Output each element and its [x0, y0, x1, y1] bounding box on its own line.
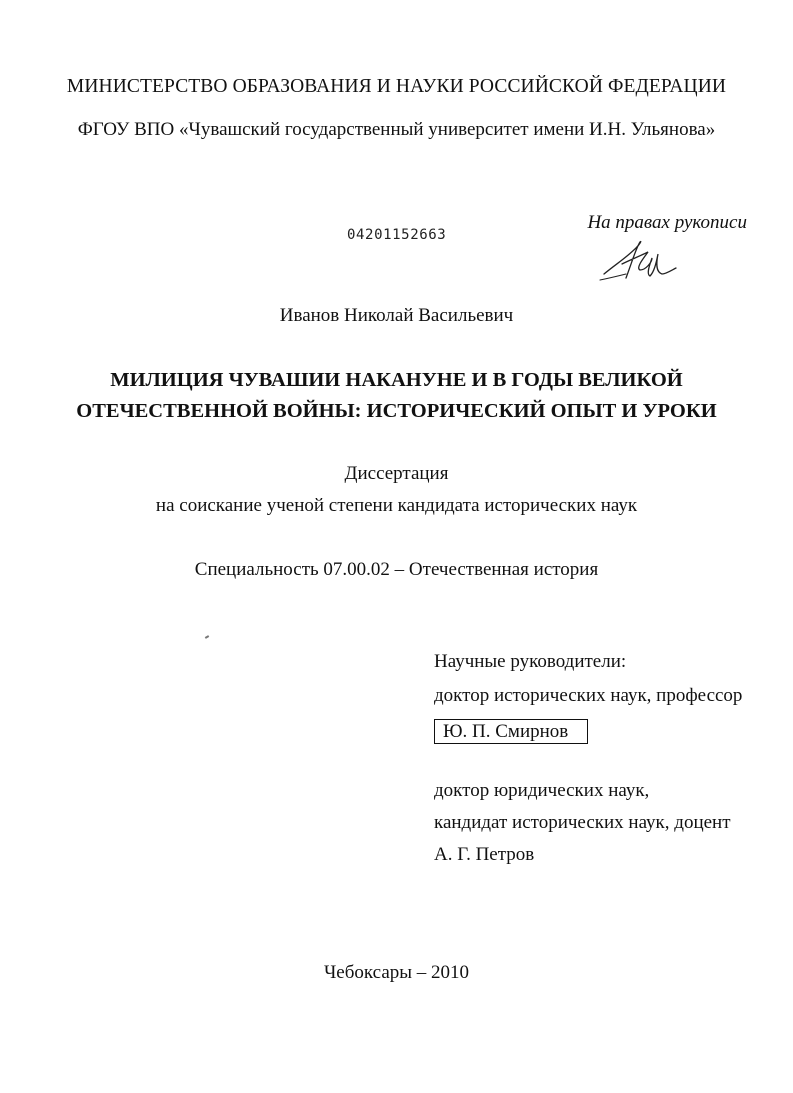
ministry-heading: МИНИСТЕРСТВО ОБРАЗОВАНИЯ И НАУКИ РОССИЙСКОЙ ФЕДЕРАЦИИ: [66, 76, 727, 97]
university-heading: ФГОУ ВПО «Чувашский государственный университет имени И.Н. Ульянова»: [77, 119, 716, 140]
speciality-line: Специальность 07.00.02 – Отечественная история: [194, 559, 599, 580]
first-supervisor-name-box: [434, 719, 588, 744]
first-supervisor-title: доктор исторических наук, профессор: [434, 685, 743, 706]
manuscript-rights-note: На правах рукописи: [587, 212, 747, 233]
first-supervisor-name: Ю. П. Смирнов: [443, 721, 569, 742]
second-supervisor-title-1: доктор юридических наук,: [434, 780, 650, 801]
document-number: 04201152663: [347, 227, 447, 243]
author-name: Иванов Николай Васильевич: [279, 305, 514, 326]
dissertation-title-line-1: МИЛИЦИЯ ЧУВАШИИ НАКАНУНЕ И В ГОДЫ ВЕЛИКОЙ: [110, 369, 683, 391]
second-supervisor-title-2: кандидат исторических наук, доцент: [434, 812, 731, 833]
work-type: Диссертация: [344, 463, 449, 484]
scan-speck: [205, 635, 209, 639]
dissertation-title-line-2: ОТЕЧЕСТВЕННОЙ ВОЙНЫ: ИСТОРИЧЕСКИЙ ОПЫТ И УРОКИ: [76, 400, 717, 422]
supervisors-heading: Научные руководители:: [434, 651, 627, 672]
signature-icon: [596, 234, 680, 286]
city-and-year: Чебоксары – 2010: [323, 962, 470, 983]
degree-statement: на соискание ученой степени кандидата исторических наук: [155, 495, 638, 516]
second-supervisor-name: А. Г. Петров: [434, 844, 535, 865]
